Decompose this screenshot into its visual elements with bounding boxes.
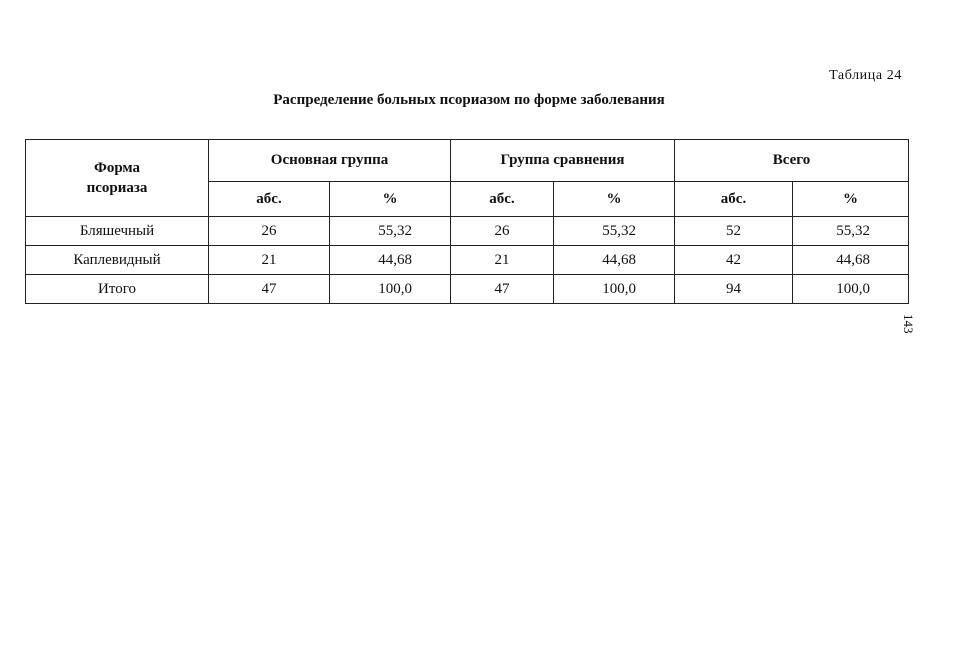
table-row-total bbox=[26, 275, 909, 304]
header-group-total: Всего bbox=[675, 140, 909, 182]
table-number-label: Таблица 24 bbox=[829, 68, 902, 83]
cell-abs: 21 bbox=[209, 246, 330, 275]
header-sub-pct: % bbox=[793, 182, 909, 217]
header-form-line1: Форма bbox=[93, 160, 141, 176]
header-group-main: Основная группа bbox=[209, 140, 451, 182]
cell-abs: 52 bbox=[675, 217, 793, 246]
cell-pct: 55,32 bbox=[330, 217, 451, 246]
row-label: Бляшечный bbox=[26, 217, 209, 246]
header-sub-abs: абс. bbox=[451, 182, 554, 217]
cell-abs: 47 bbox=[209, 275, 330, 304]
page-number: 143 bbox=[901, 314, 916, 334]
cell-pct: 44,68 bbox=[330, 246, 451, 275]
header-group-comparison: Группа сравнения bbox=[451, 140, 675, 182]
cell-pct: 100,0 bbox=[554, 275, 675, 304]
cell-pct: 55,32 bbox=[793, 217, 909, 246]
cell-abs: 94 bbox=[675, 275, 793, 304]
header-sub-abs: абс. bbox=[209, 182, 330, 217]
cell-abs: 47 bbox=[451, 275, 554, 304]
cell-pct: 100,0 bbox=[330, 275, 451, 304]
header-form bbox=[26, 140, 209, 217]
header-row-groups bbox=[26, 140, 909, 182]
table-row bbox=[26, 217, 909, 246]
header-form-line2: псориаза bbox=[86, 180, 148, 196]
cell-abs: 26 bbox=[451, 217, 554, 246]
cell-pct: 44,68 bbox=[793, 246, 909, 275]
header-sub-abs: абс. bbox=[675, 182, 793, 217]
table-caption: Распределение больных псориазом по форме заболевания bbox=[273, 92, 665, 108]
cell-pct: 55,32 bbox=[554, 217, 675, 246]
cell-pct: 44,68 bbox=[554, 246, 675, 275]
table-row bbox=[26, 246, 909, 275]
row-label: Каплевидный bbox=[26, 246, 209, 275]
distribution-table bbox=[25, 139, 909, 304]
header-sub-pct: % bbox=[554, 182, 675, 217]
cell-abs: 26 bbox=[209, 217, 330, 246]
cell-abs: 42 bbox=[675, 246, 793, 275]
header-sub-pct: % bbox=[330, 182, 451, 217]
cell-pct: 100,0 bbox=[793, 275, 909, 304]
cell-abs: 21 bbox=[451, 246, 554, 275]
row-label: Итого bbox=[26, 275, 209, 304]
